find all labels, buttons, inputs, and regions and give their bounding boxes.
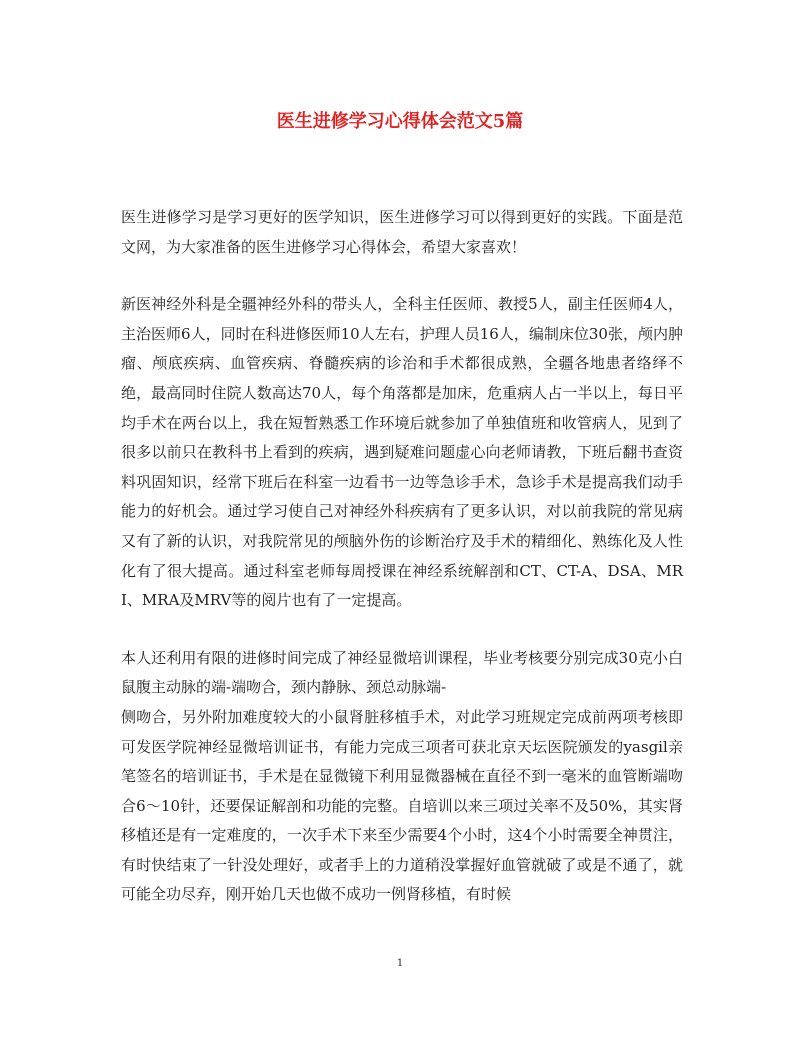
document-title: 医生进修学习心得体会范文5篇	[276, 111, 524, 132]
document-body	[121, 203, 683, 938]
paragraph-microsurgery-training: 本人还利用有限的进修时间完成了神经显微培训课程，毕业考核要分别完成30克小白鼠腹主动脉的端-端吻合，颈内静脉、颈总动脉端- 侧吻合，另外附加难度较大的小鼠肾脏移植手术，对此学习班规定完成前两项考核即可发医学院神经显微培训证书，有能力完成三项者可获北京天坛医院颁发的yasgil亲笔签名的培训证书，手术是在显微镜下利用显微器械在直径不到一毫米的血管断端吻合6～10针，还要保证解剖和功能的完整。自培训以来三项过关率不及50%，其实肾移植还是有一定难度的，一次手术下来至少需要4个小时，这4个小时需要全神贯注，有时快结束了一针没处理好，或者手上的力道稍没掌握好血管就破了或是不通了，就可能全功尽弃，刚开始几天也做不成功一例肾移植，有时候	[121, 648, 683, 904]
page-number: 1	[396, 958, 404, 969]
paragraph-neurosurgery: 新医神经外科是全疆神经外科的带头人，全科主任医师、教授5人，副主任医师4人，主治医师6人，同时在科进修医师10人左右，护理人员16人，编制床位30张，颅内肿瘤、颅底疾病、血管疾病、脊髓疾病的诊治和手术都很成熟，全疆各地患者络绎不绝，最高同时住院人数高达70人，每个角落都是加床，危重病人占一半以上，每日平均手术在两台以上，我在短暂熟悉工作环境后就参加了单独值班和收管病人，见到了很多以前只在教科书上看到的疾病，遇到疑难问题虚心向老师请教，下班后翻书查资料巩固知识，经常下班后在科室一边看书一边等急诊手术，急诊手术是提高我们动手能力的好机会。通过学习使自己对神经外科疾病有了更多认识，对以前我院的常见病又有了新的认识，对我院常见的颅脑外伤的诊断治疗及手术的精细化、熟练化及人性化有了很大提高。通过科室老师每周授课在神经系统解剖和CT、CT-A、DSA、MRI、MRA及MRV等的阅片也有了一定提高。	[121, 295, 683, 610]
paragraph-intro: 医生进修学习是学习更好的医学知识，医生进修学习可以得到更好的实践。下面是范文网，为大家准备的医生进修学习心得体会，希望大家喜欢！	[121, 208, 683, 256]
